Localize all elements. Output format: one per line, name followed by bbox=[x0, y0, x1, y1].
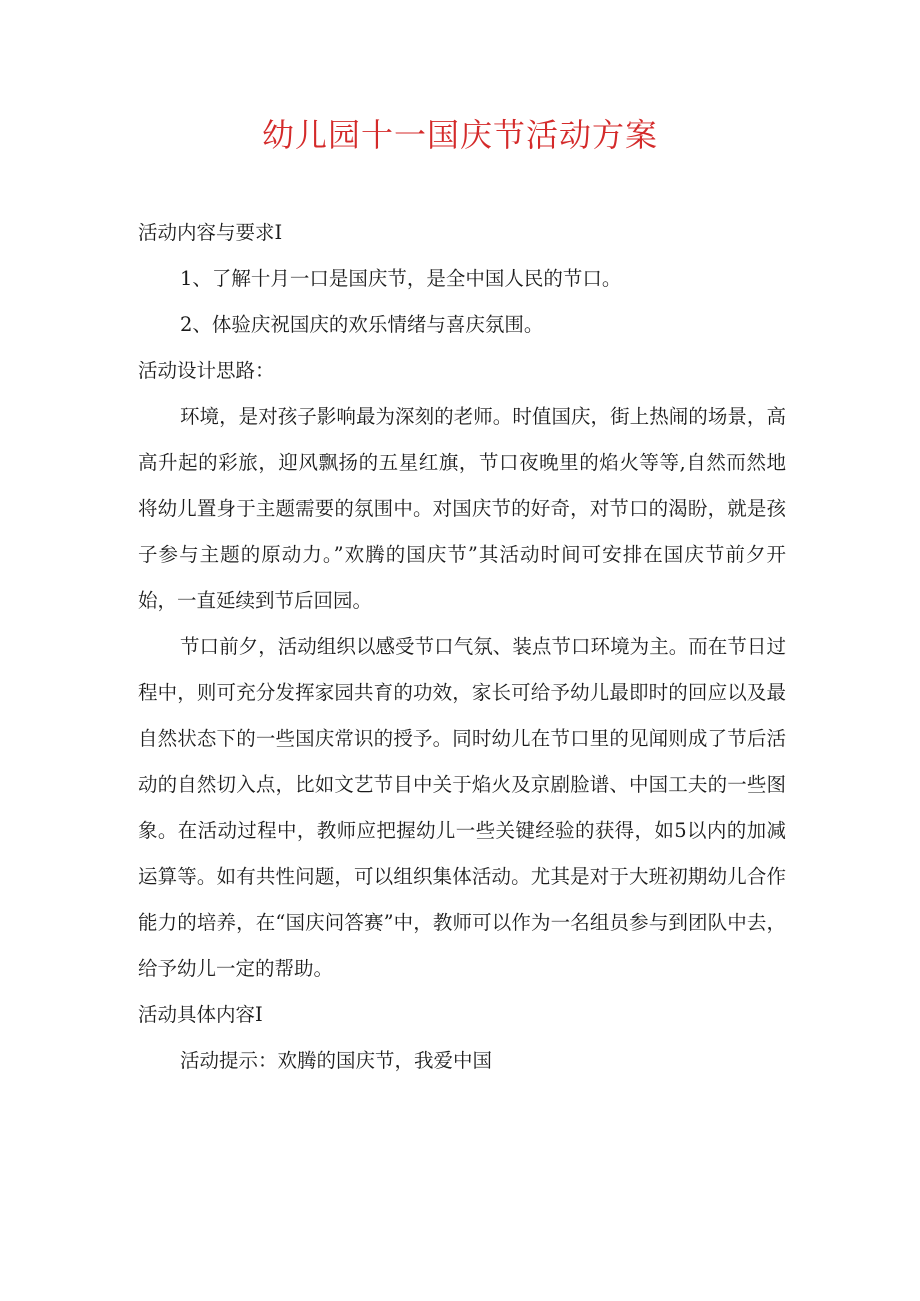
section-heading-specific-content: 活动具体内容I bbox=[138, 1003, 263, 1026]
document-title: 幼儿园十一国庆节活动方案 bbox=[261, 116, 658, 154]
paragraph-before-festival: 节口前夕，活动组织以感受节口气氛、装点节口环境为主。而在节日过程中，则可充分发挥家园共育的功效，家长可给予幼儿最即时的回应以及最自然状态下的一些国庆常识的授予。同时幼儿在节口里的见闻则成了节后活动的自然切入点，比如文艺节目中关于焰火及京剧脸谱、中国工夫的一些图象。在活动过程中，教师应把握幼儿一些关键经验的获得，如5以内的加减运算等。如有共性问题，可以组织集体活动。尤其是对于大班初期幼儿合作能力的培养，在“国庆问答赛”中，教师可以作为一名组员参与到团队中去，给予幼儿一定的帮助。 bbox=[138, 635, 786, 980]
activity-tip: 活动提示：欢腾的国庆节，我爱中国 bbox=[180, 1049, 493, 1072]
document-body bbox=[138, 210, 786, 1084]
paragraph-environment: 环境，是对孩子影响最为深刻的老师。时值国庆，街上热闹的场景，高高升起的彩旅，迎风飘扬的五星红旗，节口夜晚里的焰火等等,自然而然地将幼儿置身于主题需要的氛围中。对国庆节的好奇，对节口的渴盼，就是孩子参与主题的原动力。”欢腾的国庆节”其活动时间可安排在国庆节前夕开始，一直延续到节后回园。 bbox=[138, 405, 786, 612]
section-heading-design-ideas: 活动设计思路： bbox=[138, 359, 275, 382]
goal-item-1: 1、了解十月一口是国庆节，是全中国人民的节口。 bbox=[180, 267, 622, 290]
section-heading-content-requirements: 活动内容与要求I bbox=[138, 221, 283, 244]
goal-item-2: 2、体验庆祝国庆的欢乐情绪与喜庆氛围。 bbox=[180, 313, 544, 336]
